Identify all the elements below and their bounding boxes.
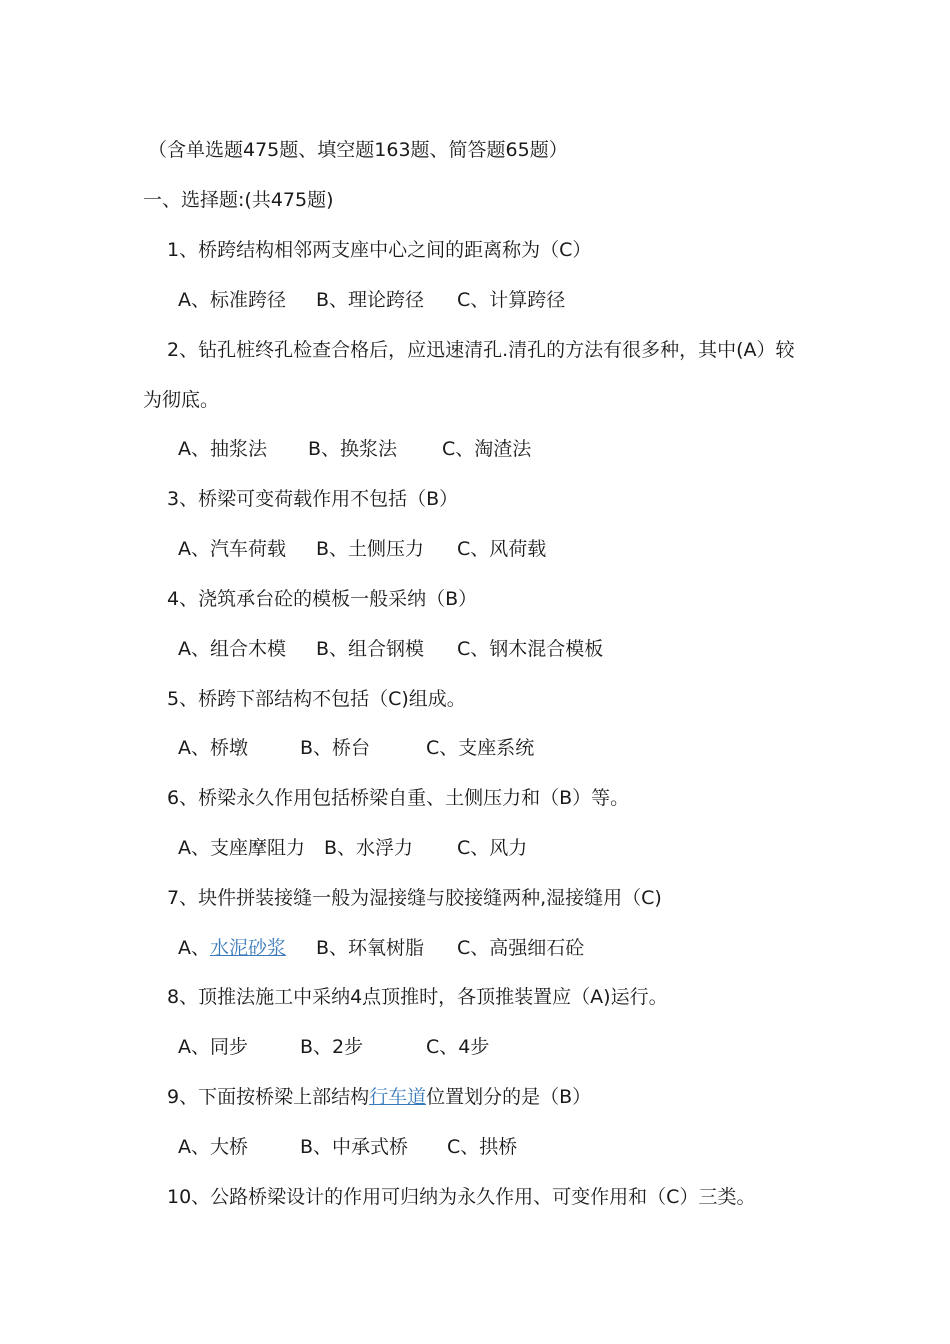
q8-option-b: B、2步	[300, 1036, 364, 1058]
q4-option-a: A、组合木模	[178, 638, 286, 660]
q7-option-b: B、环氧树脂	[316, 937, 425, 959]
q7-option-c: C、高强细石砼	[457, 937, 585, 959]
q5-option-b: B、桥台	[300, 737, 371, 759]
q9-option-a: A、大桥	[178, 1136, 248, 1158]
question-2: 2、钻孔桩终孔检查合格后，应迅速清孔.清孔的方法有很多种，其中(A）较	[167, 339, 795, 361]
question-9-post: 位置划分的是（B）	[426, 1086, 592, 1108]
q7-option-a	[178, 935, 286, 961]
q6-option-c: C、风力	[457, 837, 528, 859]
section-title: 一、选择题:(共475题)	[143, 189, 334, 211]
q2-option-c: C、淘渣法	[442, 438, 532, 460]
q2-option-a: A、抽浆法	[178, 438, 267, 460]
q1-option-b: B、理论跨径	[316, 289, 425, 311]
q9-option-c: C、拱桥	[447, 1136, 518, 1158]
q6-option-a: A、支座摩阻力	[178, 837, 305, 859]
q7-option-a-prefix: A、	[178, 937, 210, 959]
question-1: 1、桥跨结构相邻两支座中心之间的距离称为（C）	[167, 239, 592, 261]
q2-option-b: B、换浆法	[308, 438, 398, 460]
roadway-link[interactable]: 行车道	[369, 1086, 427, 1108]
question-6: 6、桥梁永久作用包括桥梁自重、土侧压力和（B）等。	[167, 787, 630, 809]
cement-mortar-link[interactable]: 水泥砂浆	[210, 937, 287, 959]
q3-option-c: C、风荷载	[457, 538, 547, 560]
question-9	[167, 1084, 591, 1110]
question-5: 5、桥跨下部结构不包括（C)组成。	[167, 688, 466, 710]
q5-option-a: A、桥墩	[178, 737, 248, 759]
q4-option-c: C、钢木混合模板	[457, 638, 604, 660]
q4-option-b: B、组合钢模	[316, 638, 425, 660]
q6-option-b: B、水浮力	[324, 837, 414, 859]
question-2-continued: 为彻底。	[143, 389, 220, 411]
q8-option-a: A、同步	[178, 1036, 248, 1058]
q5-option-c: C、支座系统	[426, 737, 535, 759]
q1-option-c: C、计算跨径	[457, 289, 566, 311]
question-4: 4、浇筑承台砼的模板一般采纳（B）	[167, 588, 478, 610]
q3-option-a: A、汽车荷载	[178, 538, 286, 560]
q1-option-a: A、标准跨径	[178, 289, 286, 311]
q8-option-c: C、4步	[426, 1036, 490, 1058]
header-note: （含单选题475题、填空题163题、简答题65题）	[148, 139, 568, 161]
question-7: 7、块件拼装接缝一般为湿接缝与胶接缝两种,湿接缝用（C)	[167, 887, 662, 909]
q9-option-b: B、中承式桥	[300, 1136, 409, 1158]
question-10: 10、公路桥梁设计的作用可归纳为永久作用、可变作用和（C）三类。	[167, 1186, 756, 1208]
question-3: 3、桥梁可变荷载作用不包括（B）	[167, 488, 459, 510]
question-9-pre: 9、下面按桥梁上部结构	[167, 1086, 370, 1108]
question-8: 8、顶推法施工中采纳4点顶推时，各顶推装置应（A)运行。	[167, 986, 668, 1008]
q3-option-b: B、土侧压力	[316, 538, 425, 560]
